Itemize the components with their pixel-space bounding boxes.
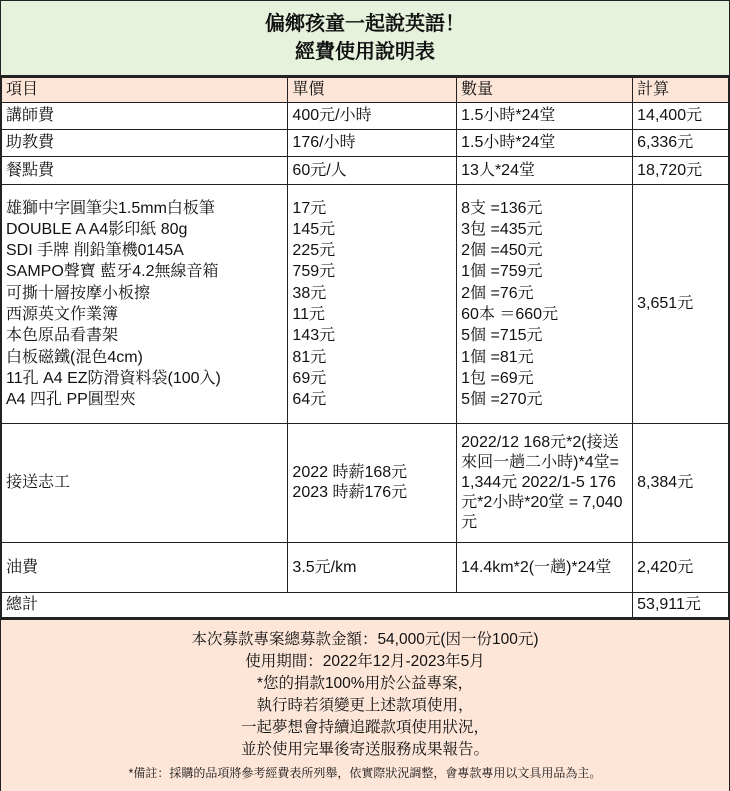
- footer-line: 並於使用完畢後寄送服務成果報告。: [240, 740, 489, 758]
- volunteer-price: [288, 424, 457, 543]
- volunteer-row: [2, 424, 729, 543]
- supply-item: 可撕十層按摩小板擦: [6, 284, 151, 302]
- supply-price: 225元: [292, 242, 336, 260]
- supply-qty: 8支 =136元: [461, 199, 543, 217]
- cell-calc: 6,336元: [633, 130, 729, 157]
- supplies-item-list: [2, 185, 288, 424]
- volunteer-calc: 8,384元: [633, 424, 729, 543]
- table-header-row: [2, 78, 729, 103]
- supply-item: SAMPO聲寶 藍牙4.2無線音箱: [6, 263, 219, 281]
- footer-line: 執行時若須變更上述款項使用，: [256, 696, 474, 714]
- title-line-2: 經費使用說明表: [295, 41, 435, 63]
- budget-table: [1, 77, 729, 618]
- supply-item: A4 四孔 PP圓型夾: [6, 391, 136, 409]
- supply-qty: 5個 =715元: [461, 327, 543, 345]
- footer-line: *您的捐款100%用於公益專案，: [256, 674, 474, 692]
- volunteer-qty: 2022/12 168元*2(接送來回一趟二小時)*4堂= 1,344元 2022/1-5 176元*2小時*20堂 = 7,040元: [457, 424, 633, 543]
- supply-price: 145元: [292, 220, 336, 238]
- cell-qty: 1.5小時*24堂: [457, 103, 633, 130]
- header-qty: 數量: [457, 78, 633, 103]
- header-calc: 計算: [633, 78, 729, 103]
- supply-item: 雄獅中字圓筆尖1.5mm白板筆: [6, 199, 215, 217]
- supplies-calc: 3,651元: [633, 185, 729, 424]
- funding-notes: [1, 618, 729, 791]
- supplies-price-list: [288, 185, 457, 424]
- supply-qty: 1包 =69元: [461, 369, 534, 387]
- supply-price: 81元: [292, 348, 327, 366]
- fuel-price: 3.5元/km: [288, 543, 457, 593]
- supplies-qty-list: [457, 185, 633, 424]
- volunteer-item: 接送志工: [2, 424, 288, 543]
- supply-qty: 60本 ＝660元: [461, 306, 559, 323]
- supply-item: DOUBLE A A4影印紙 80g: [6, 220, 188, 238]
- supply-item: 西源英文作業簿: [6, 306, 119, 323]
- table-row: [2, 157, 729, 185]
- supply-price: 759元: [292, 263, 336, 281]
- supply-item: 本色原品看書架: [6, 327, 119, 345]
- total-calc: 53,911元: [633, 593, 729, 618]
- header-price: 單價: [288, 78, 457, 103]
- supply-qty: 1個 =759元: [461, 263, 543, 281]
- supply-qty: 1個 =81元: [461, 348, 534, 366]
- footer-period: 使用期間：2022年12月-2023年5月: [245, 652, 485, 670]
- supply-price: 64元: [292, 391, 327, 409]
- total-label: 總計: [2, 593, 633, 618]
- cell-qty: 1.5小時*24堂: [457, 130, 633, 157]
- footer-remark: *備註：採購的品項將參考經費表所列舉，依實際狀況調整，會專款專用以文具用品為主。: [128, 765, 602, 780]
- cell-calc: 18,720元: [633, 157, 729, 185]
- fuel-calc: 2,420元: [633, 543, 729, 593]
- header-item: 項目: [2, 78, 288, 103]
- cell-item: 餐點費: [2, 157, 288, 185]
- sheet-title: [1, 1, 729, 77]
- table-row: [2, 130, 729, 157]
- title-line-1: 偏鄉孩童一起說英語！: [265, 13, 465, 35]
- fuel-row: [2, 543, 729, 593]
- supply-price: 38元: [292, 284, 327, 302]
- footer-total-amount: 本次募款專案總募款金額：54,000元(因一份100元): [191, 630, 539, 648]
- supply-qty: 2個 =450元: [461, 242, 543, 260]
- cell-item: 助教費: [2, 130, 288, 157]
- fuel-item: 油費: [2, 543, 288, 593]
- supply-qty: 2個 =76元: [461, 284, 534, 302]
- cell-price: 60元/人: [288, 157, 457, 185]
- cell-qty: 13人*24堂: [457, 157, 633, 185]
- total-row: [2, 593, 729, 618]
- supply-qty: 3包 =435元: [461, 220, 543, 238]
- supply-item: 白板磁鐵(混色4cm): [6, 348, 143, 366]
- table-row: [2, 103, 729, 130]
- fuel-qty: 14.4km*2(一趟)*24堂: [457, 543, 633, 593]
- cell-item: 講師費: [2, 103, 288, 130]
- cell-price: 400元/小時: [288, 103, 457, 130]
- supply-price: 143元: [292, 327, 336, 345]
- cell-calc: 14,400元: [633, 103, 729, 130]
- volunteer-price-2022: 2022 時薪168元: [292, 464, 408, 481]
- supply-item: SDI 手牌 削鉛筆機0145A: [6, 242, 184, 260]
- supply-item: 11孔 A4 EZ防滑資料袋(100入): [6, 369, 221, 387]
- volunteer-price-2023: 2023 時薪176元: [292, 484, 408, 501]
- cell-price: 176/小時: [288, 130, 457, 157]
- supplies-row: [2, 185, 729, 424]
- supply-price: 11元: [292, 306, 326, 323]
- supply-qty: 5個 =270元: [461, 391, 543, 409]
- supply-price: 17元: [292, 199, 327, 217]
- supply-price: 69元: [292, 369, 327, 387]
- footer-line: 一起夢想會持續追蹤款項使用狀況，: [240, 718, 489, 736]
